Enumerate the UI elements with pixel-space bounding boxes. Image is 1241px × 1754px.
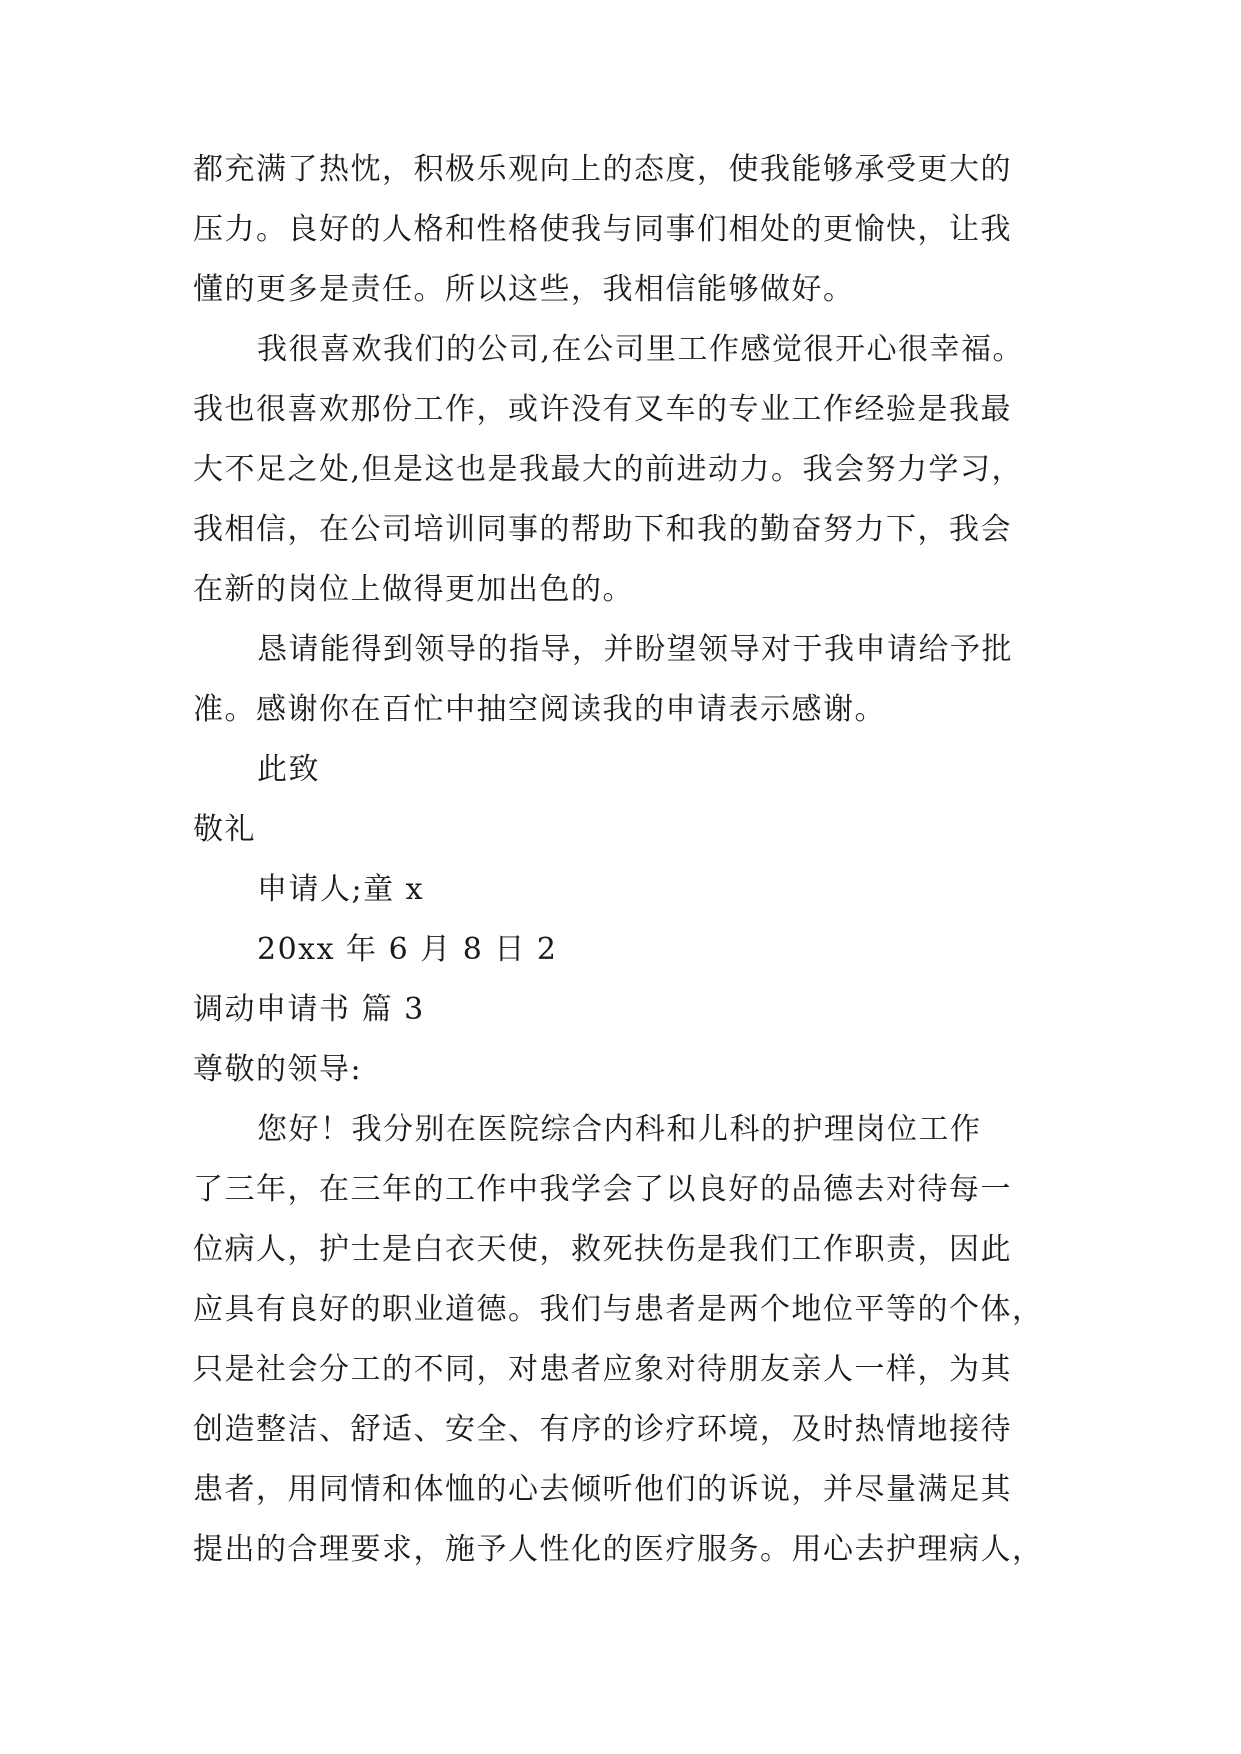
text-line: 大不足之处,但是这也是我最大的前进动力。我会努力学习， — [193, 452, 1024, 487]
applicant-signature: 申请人;童 x — [257, 872, 425, 907]
signature-date: 20xx 年 6 月 8 日 2 — [257, 932, 558, 967]
text-line: 压力。良好的人格和性格使我与同事们相处的更愉快，让我 — [193, 212, 1012, 247]
text-line: 患者，用同情和体恤的心去倾听他们的诉说，并尽量满足其 — [193, 1472, 1012, 1507]
text-line: 了三年，在三年的工作中我学会了以良好的品德去对待每一 — [193, 1172, 1012, 1207]
text-line: 提出的合理要求，施予人性化的医疗服务。用心去护理病人， — [193, 1532, 1044, 1567]
text-line: 在新的岗位上做得更加出色的。 — [193, 572, 634, 607]
text-line: 只是社会分工的不同，对患者应象对待朋友亲人一样，为其 — [193, 1352, 1012, 1387]
text-line: 准。感谢你在百忙中抽空阅读我的申请表示感谢。 — [193, 692, 886, 727]
closing-regards: 敬礼 — [193, 812, 256, 847]
paragraph-first-line: 您好！我分别在医院综合内科和儿科的护理岗位工作 — [257, 1112, 982, 1147]
text-line: 位病人，护士是白衣天使，救死扶伤是我们工作职责，因此 — [193, 1232, 1012, 1267]
text-line: 应具有良好的职业道德。我们与患者是两个地位平等的个体， — [193, 1292, 1044, 1327]
text-line: 我也很喜欢那份工作，或许没有叉车的专业工作经验是我最 — [193, 392, 1012, 427]
paragraph-first-line: 恳请能得到领导的指导，并盼望领导对于我申请给予批 — [257, 632, 1013, 667]
text-line: 创造整洁、舒适、安全、有序的诊疗环境，及时热情地接待 — [193, 1412, 1012, 1447]
text-line: 我相信，在公司培训同事的帮助下和我的勤奋努力下，我会 — [193, 512, 1012, 547]
letter-greeting: 尊敬的领导: — [193, 1052, 363, 1087]
text-line: 都充满了热忱，积极乐观向上的态度，使我能够承受更大的 — [193, 152, 1012, 187]
closing-salutation: 此致 — [257, 752, 320, 787]
section-title: 调动申请书 篇 3 — [193, 992, 425, 1027]
text-line: 懂的更多是责任。所以这些，我相信能够做好。 — [193, 272, 855, 307]
paragraph-first-line: 我很喜欢我们的公司,在公司里工作感觉很开心很幸福。 — [257, 332, 1025, 367]
